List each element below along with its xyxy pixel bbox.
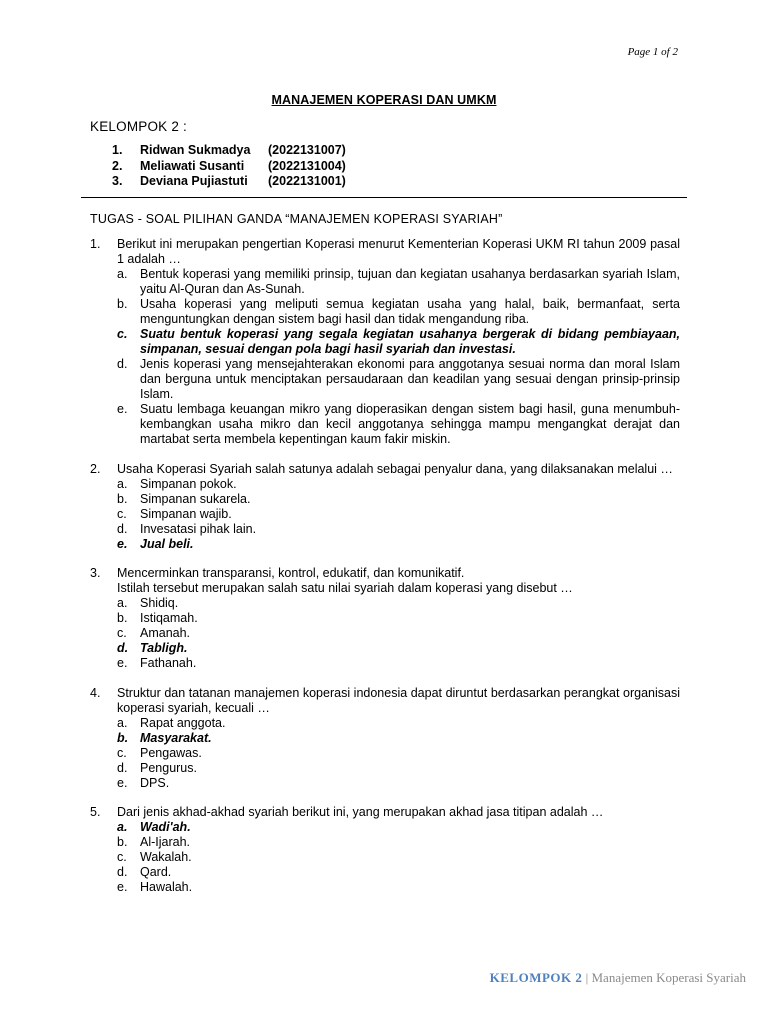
option-text: DPS. [140,775,170,790]
answer-options [90,820,680,895]
answer-option [117,611,680,626]
answer-option-correct [117,327,680,357]
answer-options [90,596,680,671]
option-text: Amanah. [140,626,191,640]
option-text: Al-Ijarah. [140,835,191,849]
option-text: Qard. [140,865,172,879]
answer-option [117,761,680,776]
question-number: 3. [90,566,101,580]
answer-option-correct [117,537,680,552]
question-stem [90,805,680,820]
option-text: Hawalah. [140,880,193,894]
question-item [90,462,680,552]
answer-option-correct [117,731,680,746]
member-number: 1. [112,143,123,157]
answer-options [90,267,680,447]
question-number: 4. [90,685,101,700]
option-letter: e. [117,656,128,670]
option-letter: c. [117,506,127,521]
question-line: Dari jenis akhad-akhad syariah berikut ini, yang merupakan akhad jasa titipan adalah … [117,805,604,819]
option-text: Bentuk koperasi yang memiliki prinsip, tujuan dan kegiatan usahanya berdasarkan syariah Islam, yaitu Al-Quran dan As-Sunah. [140,267,680,296]
option-letter: c. [117,626,127,640]
option-letter: d. [117,641,129,655]
answer-option [117,596,680,611]
question-stem [90,566,680,596]
answer-option [117,267,680,297]
option-letter: d. [117,357,128,371]
question-number: 2. [90,461,101,476]
question-line: Struktur dan tatanan manajemen koperasi indonesia dapat diruntut berdasarkan perangkat organisasi koperasi syariah, kecuali … [117,685,680,715]
member-row [112,159,346,175]
member-name: Deviana Pujiastuti [140,174,248,188]
option-letter: b. [117,491,128,506]
member-name: Meliawati Susanti [140,158,245,173]
option-text: Tabligh. [140,641,188,655]
option-letter: a. [117,596,128,610]
answer-option [117,656,680,671]
option-letter: c. [117,850,127,864]
option-text: Pengurus. [140,760,197,775]
horizontal-divider [81,197,687,198]
member-number: 2. [112,158,123,173]
option-text: Rapat anggota. [140,715,226,730]
answer-option [117,880,680,895]
footer-subject: Manajemen Koperasi Syariah [591,970,746,985]
answer-option [117,776,680,791]
answer-option [117,477,680,492]
option-text: Simpanan pokok. [140,476,237,491]
member-id: (2022131001) [268,174,346,188]
answer-option [117,626,680,641]
member-number: 3. [112,174,123,188]
option-text: Wadi'ah. [140,820,191,834]
answer-option [117,507,680,522]
question-line: Berikut ini merupakan pengertian Koperasi menurut Kementerian Koperasi UKM RI tahun 2009 pasal 1 adalah … [117,237,680,266]
answer-option [117,492,680,507]
option-letter: a. [117,476,128,491]
answer-option [117,297,680,327]
member-id: (2022131004) [268,158,346,173]
option-text: Pengawas. [140,745,202,760]
option-text: Wakalah. [140,850,192,864]
option-text: Fathanah. [140,656,197,670]
question-list [90,237,680,910]
option-letter: d. [117,521,128,536]
question-stem [90,686,680,716]
option-letter: c. [117,327,128,341]
option-letter: c. [117,745,127,760]
document-title: MANAJEMEN KOPERASI DAN UMKM [271,93,497,107]
answer-options [90,477,680,552]
question-number: 1. [90,237,101,251]
question-item [90,566,680,671]
member-row [112,143,346,159]
group-label: KELOMPOK 2 : [90,119,187,134]
option-text: Simpanan wajib. [140,506,232,521]
member-id: (2022131007) [268,143,346,157]
option-text: Usaha koperasi yang meliputi semua kegiatan usaha yang halal, baik, bermanfaat, serta menguntungkan dengan sistem bagi hasil dan tidak mengandung riba. [140,297,680,326]
answer-option [117,865,680,880]
question-text [117,462,680,477]
option-text: Simpanan sukarela. [140,491,251,506]
answer-option [117,402,680,447]
member-list [112,143,346,190]
question-stem [90,462,680,477]
page-number: Page 1 of 2 [627,46,678,58]
option-letter: e. [117,775,128,790]
question-text [117,686,680,716]
task-title: TUGAS - SOAL PILIHAN GANDA “MANAJEMEN KOPERASI SYARIAH” [90,212,503,226]
option-text: Suatu bentuk koperasi yang segala kegiatan usahanya bergerak di bidang pembiayaan, simpanan, sesuai dengan pola bagi hasil syariah dan investasi. [140,327,680,356]
answer-option [117,716,680,731]
option-letter: e. [117,880,128,894]
question-text [117,566,680,596]
answer-option [117,746,680,761]
footer-group: KELOMPOK 2 [489,970,583,985]
answer-option [117,522,680,537]
option-letter: a. [117,820,128,834]
option-letter: b. [117,611,128,625]
question-text [117,805,680,820]
option-letter: a. [117,715,128,730]
option-text: Shidiq. [140,596,179,610]
question-number: 5. [90,805,101,819]
option-text: Masyarakat. [140,730,212,745]
option-text: Invesatasi pihak lain. [140,521,257,536]
footer-separator: | [582,970,592,985]
question-item [90,805,680,895]
answer-options [90,716,680,791]
option-letter: b. [117,730,129,745]
question-line: Mencerminkan transparansi, kontrol, edukatif, dan komunikatif. [117,566,465,580]
answer-option-correct [117,641,680,656]
option-letter: e. [117,402,128,416]
member-row [112,174,346,190]
answer-option [117,357,680,402]
answer-option [117,850,680,865]
question-text [117,237,680,267]
option-letter: a. [117,267,128,281]
option-text: Suatu lembaga keuangan mikro yang dioperasikan dengan sistem bagi hasil, guna menumbuh-kembangkan usaha mikro dan kecil anggotanya sehingga mampu mengangkat derajat dan martabat serta membela kepentingan kaum fakir miskin. [140,402,680,446]
option-letter: d. [117,760,128,775]
option-letter: e. [117,536,128,551]
page-footer [490,970,746,986]
answer-option-correct [117,820,680,835]
question-item [90,686,680,791]
member-name: Ridwan Sukmadya [140,143,251,157]
question-stem [90,237,680,267]
option-letter: d. [117,865,128,879]
option-text: Istiqamah. [140,611,198,625]
option-text: Jual beli. [140,536,194,551]
option-letter: b. [117,835,128,849]
option-text: Jenis koperasi yang mensejahterakan ekonomi para anggotanya sesuai norma dan moral Islam dan berguna untuk menciptakan persaudaraan dan keadilan yang sesuai dengan prinsip-prinsip Islam. [140,357,680,401]
answer-option [117,835,680,850]
question-line: Usaha Koperasi Syariah salah satunya adalah sebagai penyalur dana, yang dilaksanakan melalui … [117,461,673,476]
option-letter: b. [117,297,128,311]
question-item [90,237,680,447]
question-line: Istilah tersebut merupakan salah satu nilai syariah dalam koperasi yang disebut … [117,581,573,595]
